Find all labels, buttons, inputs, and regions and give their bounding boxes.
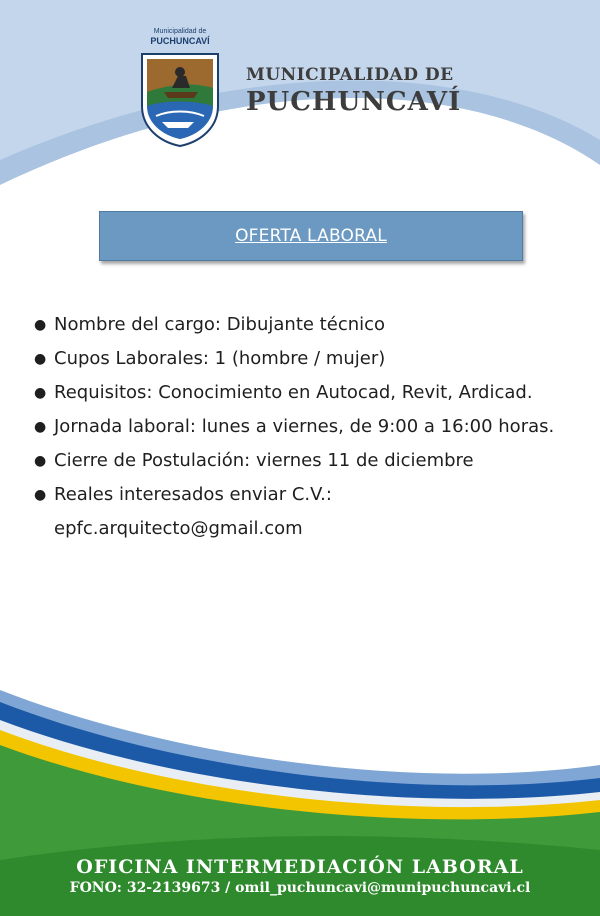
municipality-title [246,64,461,118]
list-item [34,308,574,342]
bullet-icon: ● [34,385,47,401]
list-item-text: Cupos Laborales: 1 (hombre / mujer) [54,348,386,369]
list-item [34,342,574,376]
footer-office-name: OFICINA INTERMEDIACIÓN LABORAL [76,856,524,878]
bullet-icon: ● [34,351,47,367]
crest-caption [134,28,226,46]
list-item-text: Requisitos: Conocimiento en Autocad, Revit, Ardicad. [54,382,533,403]
list-item-text: Reales interesados enviar C.V.: epfc.arquitecto@gmail.com [54,484,332,539]
bullet-icon: ● [34,453,47,469]
bullet-icon: ● [34,317,47,333]
bullet-icon: ● [34,487,47,503]
crest-caption-line2: PUCHUNCAVÍ [150,36,210,46]
footer-contact: FONO: 32-2139673 / omil_puchuncavi@munipuchuncavi.cl [69,880,531,896]
crest-caption-line1: Municipalidad de [153,28,207,35]
list-item [34,410,574,444]
job-details-list [34,308,574,546]
bullet-icon: ● [34,419,47,435]
list-item-text: Cierre de Postulación: viernes 11 de diciembre [54,450,474,471]
list-item [34,444,574,478]
job-offer-heading-box [99,211,523,261]
list-item-text: Nombre del cargo: Dibujante técnico [54,314,386,335]
list-item-text: Jornada laboral: lunes a viernes, de 9:00 a 16:00 horas. [54,416,555,437]
job-offer-heading: OFERTA LABORAL [235,226,387,246]
list-item [34,376,574,410]
title-line1: MUNICIPALIDAD DE [246,65,454,85]
title-line2: PUCHUNCAVÍ [246,87,462,117]
list-item [34,478,574,546]
